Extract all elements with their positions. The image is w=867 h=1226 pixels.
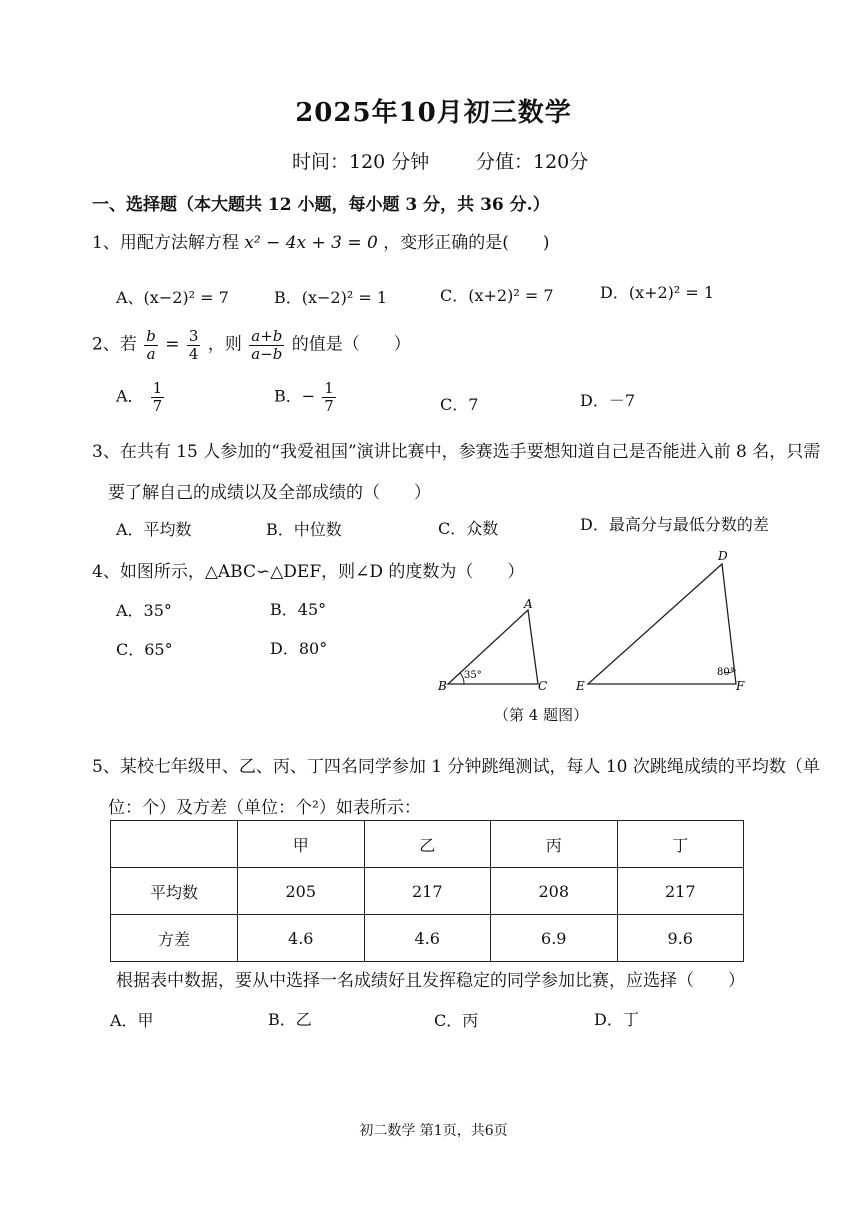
q2-option-c: C．7 (440, 395, 479, 414)
table-row (111, 868, 744, 915)
q2-condition-fraction: $\frac{b}{a}$ (146, 327, 156, 363)
table-cell: 208 (491, 868, 618, 915)
question-5-prompt: 根据表中数据，要从中选择一名成绩好且发挥稳定的同学参加比赛，应选择（ ） (116, 971, 745, 991)
exam-score: 分值：120分 (476, 151, 589, 173)
table-header-bing: 丙 (491, 821, 618, 868)
table-header-row (111, 821, 744, 868)
vertex-b-label: B (438, 679, 447, 693)
q1-option-b: B．(x−2)² = 1 (274, 288, 388, 307)
triangle-def (588, 564, 736, 684)
vertex-a-label: A (524, 597, 533, 611)
q2-option-a: A． $\frac{1}{7}$ (116, 379, 163, 415)
vertex-c-label: C (538, 679, 548, 693)
table-header-yi: 乙 (364, 821, 491, 868)
q4-option-a: A．35° (116, 601, 172, 620)
q3-option-c: C．众数 (438, 519, 499, 538)
q2-suffix: 的值是（ ） (291, 334, 411, 355)
table-row (111, 915, 744, 962)
table-row-label: 平均数 (111, 868, 238, 915)
question-4: 4、如图所示，△ABC∽△DEF，则∠D 的度数为（ ） (92, 562, 525, 582)
q1-option-a: A、(x−2)² = 7 (116, 288, 229, 307)
table-cell (111, 821, 238, 868)
table-cell: 4.6 (364, 915, 491, 962)
table-cell: 205 (238, 868, 365, 915)
q3-option-d: D．最高分与最低分数的差 (580, 515, 769, 534)
vertex-e-label: E (576, 679, 585, 693)
triangle-abc (448, 610, 538, 684)
q1-option-c: C．(x+2)² = 7 (440, 286, 554, 305)
q5-option-a: A．甲 (110, 1011, 154, 1030)
question-2 (92, 328, 411, 362)
q5-option-c: C．丙 (434, 1011, 479, 1030)
q2-expression-fraction: $\frac{a+b}{a-b}$ (251, 327, 283, 363)
q4-option-d: D．80° (270, 639, 328, 658)
vertex-d-label: D (718, 549, 728, 563)
scores-table (110, 820, 744, 962)
table-cell: 217 (617, 868, 744, 915)
q1-option-d: D．(x+2)² = 1 (600, 283, 715, 302)
q2-equals: = (165, 334, 180, 355)
angle-f-label: 80° (717, 667, 735, 678)
table-row-label: 方差 (111, 915, 238, 962)
q2-option-b: B．− $\frac{1}{7}$ (274, 379, 334, 415)
q3-option-a: A．平均数 (116, 520, 192, 539)
figure-caption: （第 4 题图） (494, 706, 589, 724)
section-heading: 一、选择题（本大题共 12 小题，每小题 3 分，共 36 分.） (92, 195, 550, 215)
question-1 (92, 228, 550, 253)
table-header-ding: 丁 (617, 821, 744, 868)
question-5-line-2: 位：个）及方差（单位：个²）如表所示： (108, 798, 421, 818)
q4-option-b: B．45° (270, 600, 327, 619)
question-3-line-1: 3、在共有 15 人参加的“我爱祖国”演讲比赛中，参赛选手要想知道自己是否能进入前 8 名，只需 (92, 442, 821, 462)
similar-triangles-figure (430, 548, 770, 698)
exam-time: 时间：120 分钟 (292, 151, 430, 173)
q1-equation: x² − 4x + 3 = 0 (244, 233, 378, 253)
question-5-line-1: 5、某校七年级甲、乙、丙、丁四名同学参加 1 分钟跳绳测试，每人 10 次跳绳成绩的平均数（单 (92, 757, 820, 777)
q2-value-fraction: $\frac{3}{4}$ (188, 327, 199, 363)
page-title: 2025年10月初三数学 (295, 98, 572, 128)
table-cell: 6.9 (491, 915, 618, 962)
q2-mid: ，则 (207, 334, 242, 355)
angle-b-label: 35° (464, 670, 482, 681)
page-footer: 初二数学 第1页，共6页 (359, 1123, 508, 1139)
table-header-jia: 甲 (238, 821, 365, 868)
q5-option-d: D．丁 (594, 1010, 639, 1029)
question-3-line-2: 要了解自己的成绩以及全部成绩的（ ） (108, 483, 431, 503)
q1-prefix: 1、用配方法解方程 (92, 233, 239, 253)
q2-option-d: D．－7 (580, 391, 636, 410)
q2-prefix: 2、若 (92, 334, 137, 355)
vertex-f-label: F (736, 679, 745, 693)
table-cell: 217 (364, 868, 491, 915)
table-cell: 4.6 (238, 915, 365, 962)
q4-option-c: C．65° (116, 640, 173, 659)
q5-option-b: B．乙 (268, 1010, 312, 1029)
q3-option-b: B．中位数 (266, 520, 342, 539)
table-cell: 9.6 (617, 915, 744, 962)
q1-suffix: ，变形正确的是( ) (383, 233, 550, 253)
